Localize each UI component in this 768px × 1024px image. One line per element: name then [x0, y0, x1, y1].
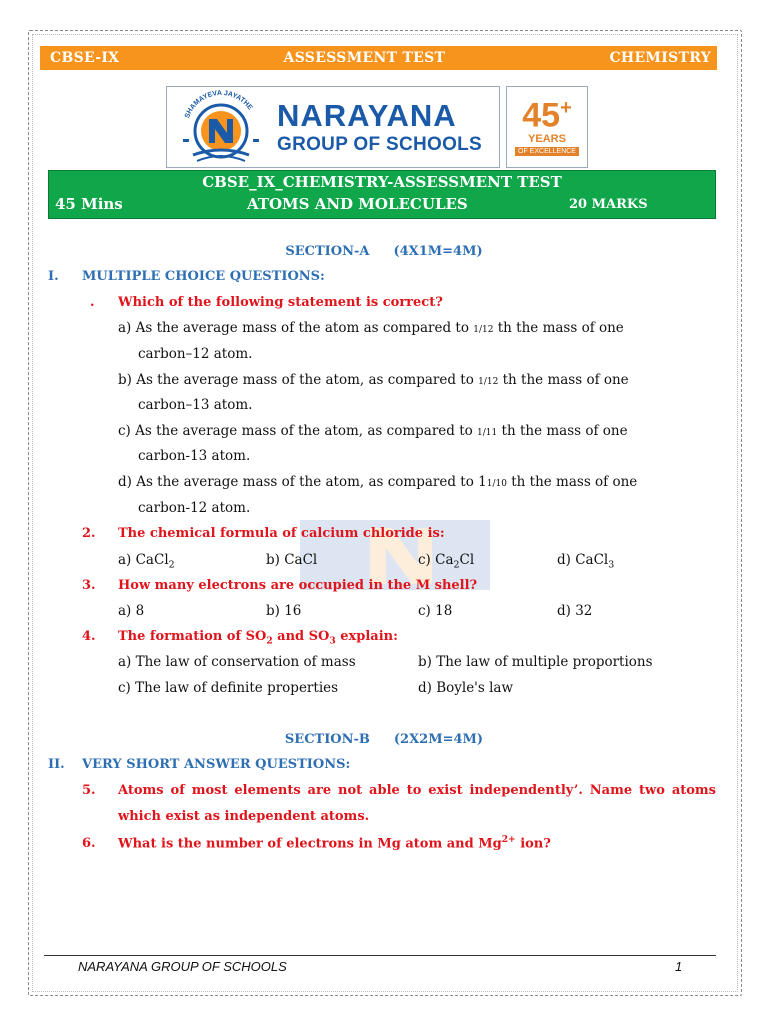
question-2-number: 2.: [82, 526, 96, 541]
section-b-roman: II.: [48, 757, 65, 772]
badge-plus: +: [560, 97, 572, 120]
q2-option-a: a) CaCl$_2$: [118, 552, 175, 571]
q1-b-fraction: 1/12: [478, 377, 499, 387]
badge-years: YEARS: [528, 132, 566, 145]
footer-page-number: 1: [675, 959, 683, 974]
section-a-marks: (4X1M=4M): [393, 244, 483, 259]
top-banner: [40, 46, 717, 70]
q1-option-d: d) As the average mass of the atom, as compared to 11/10 th the mass of one: [118, 474, 638, 490]
section-a-type-label: MULTIPLE CHOICE QUESTIONS:: [82, 269, 325, 284]
question-3-text: How many electrons are occupied in the M shell?: [118, 578, 478, 593]
question-1: [82, 295, 443, 310]
section-b-heading: [0, 732, 768, 747]
q2-option-d: d) CaCl$_3$: [557, 552, 615, 571]
q1-option-a-cont: carbon–12 atom.: [138, 346, 253, 362]
logo-row: [166, 86, 590, 168]
q1-d-fraction: 1/10: [486, 479, 507, 489]
section-a-heading: [0, 244, 768, 259]
logo-subname: GROUP OF SCHOOLS: [277, 134, 483, 155]
question-1-text: Which of the following statement is correct?: [118, 295, 443, 310]
section-a-roman: I.: [48, 269, 59, 284]
q2-option-c: c) $Ca_2Cl$: [418, 552, 475, 571]
anniversary-badge: [506, 86, 588, 168]
test-header-box: [48, 170, 716, 219]
question-2: [82, 526, 445, 541]
q4-option-c: c) The law of definite properties: [118, 680, 339, 696]
badge-number: 45: [522, 96, 561, 135]
question-5-text: Atoms of most elements are not able to exist independently’. Name two atoms which exist as independent atoms.: [118, 783, 716, 824]
q1-c-fraction: 1/11: [477, 428, 498, 438]
section-b-title: SECTION-B: [284, 732, 370, 747]
question-6-number: 6.: [82, 836, 96, 852]
q4-option-b: b) The law of multiple proportions: [418, 654, 653, 670]
section-a-type: [48, 269, 325, 284]
q3-option-d: d) 32: [557, 603, 593, 619]
question-5-number: 5.: [82, 783, 96, 798]
question-3-number: 3.: [82, 578, 96, 593]
q3-option-b: b) 16: [266, 603, 302, 619]
q4-option-a: a) The law of conservation of mass: [118, 654, 356, 670]
q1-a-fraction: 1/12: [473, 325, 494, 335]
question-6: 6. What is the number of electrons in Mg atom and $Mg^{2+}$ ion?: [82, 834, 551, 852]
q4-option-d: d) Boyle's law: [418, 680, 514, 696]
footer-school-name: NARAYANA GROUP OF SCHOOLS: [78, 959, 287, 974]
narayana-emblem-icon: [175, 89, 267, 165]
logo-name: NARAYANA: [277, 98, 457, 133]
test-marks: 20 MARKS: [569, 197, 648, 212]
q1-option-a: a) As the average mass of the atom as compared to 1/12 th the mass of one: [118, 320, 624, 336]
question-4: 4. The formation of $SO_2$ and $SO_3$ explain:: [82, 629, 398, 647]
footer-divider: [44, 955, 716, 956]
seal-text: SHAMAYEVA JAYATHE: [183, 89, 254, 120]
test-chapter: ATOMS AND MOLECULES: [247, 195, 468, 213]
banner-subject: CHEMISTRY: [609, 50, 711, 66]
q1-option-b-cont: carbon–13 atom.: [138, 397, 253, 413]
q3-option-a: a) 8: [118, 603, 145, 619]
section-a-title: SECTION-A: [285, 244, 370, 259]
q2-option-b: b) CaCl: [266, 552, 318, 568]
question-1-number: .: [90, 295, 95, 310]
section-b-type-label: VERY SHORT ANSWER QUESTIONS:: [82, 757, 351, 772]
test-duration: 45 Mins: [55, 195, 123, 213]
test-title: CBSE_IX_CHEMISTRY-ASSESSMENT TEST: [202, 173, 562, 191]
q3-option-c: c) 18: [418, 603, 453, 619]
q1-option-c-cont: carbon-13 atom.: [138, 448, 251, 464]
badge-excellence: OF EXCELLENCE: [515, 147, 579, 156]
banner-test: ASSESSMENT TEST: [283, 50, 446, 66]
q1-option-b: b) As the average mass of the atom, as compared to 1/12 th the mass of one: [118, 372, 629, 388]
question-2-text: The chemical formula of calcium chloride is:: [118, 526, 445, 541]
question-4-number: 4.: [82, 629, 96, 644]
section-b-marks: (2X2M=4M): [393, 732, 484, 747]
question-3: [82, 578, 477, 593]
section-b-type: [48, 757, 351, 772]
q1-option-d-cont: carbon-12 atom.: [138, 500, 251, 516]
banner-class: CBSE-IX: [50, 50, 120, 66]
q1-option-c: c) As the average mass of the atom, as compared to 1/11 th the mass of one: [118, 423, 628, 439]
narayana-logo: [166, 86, 500, 168]
